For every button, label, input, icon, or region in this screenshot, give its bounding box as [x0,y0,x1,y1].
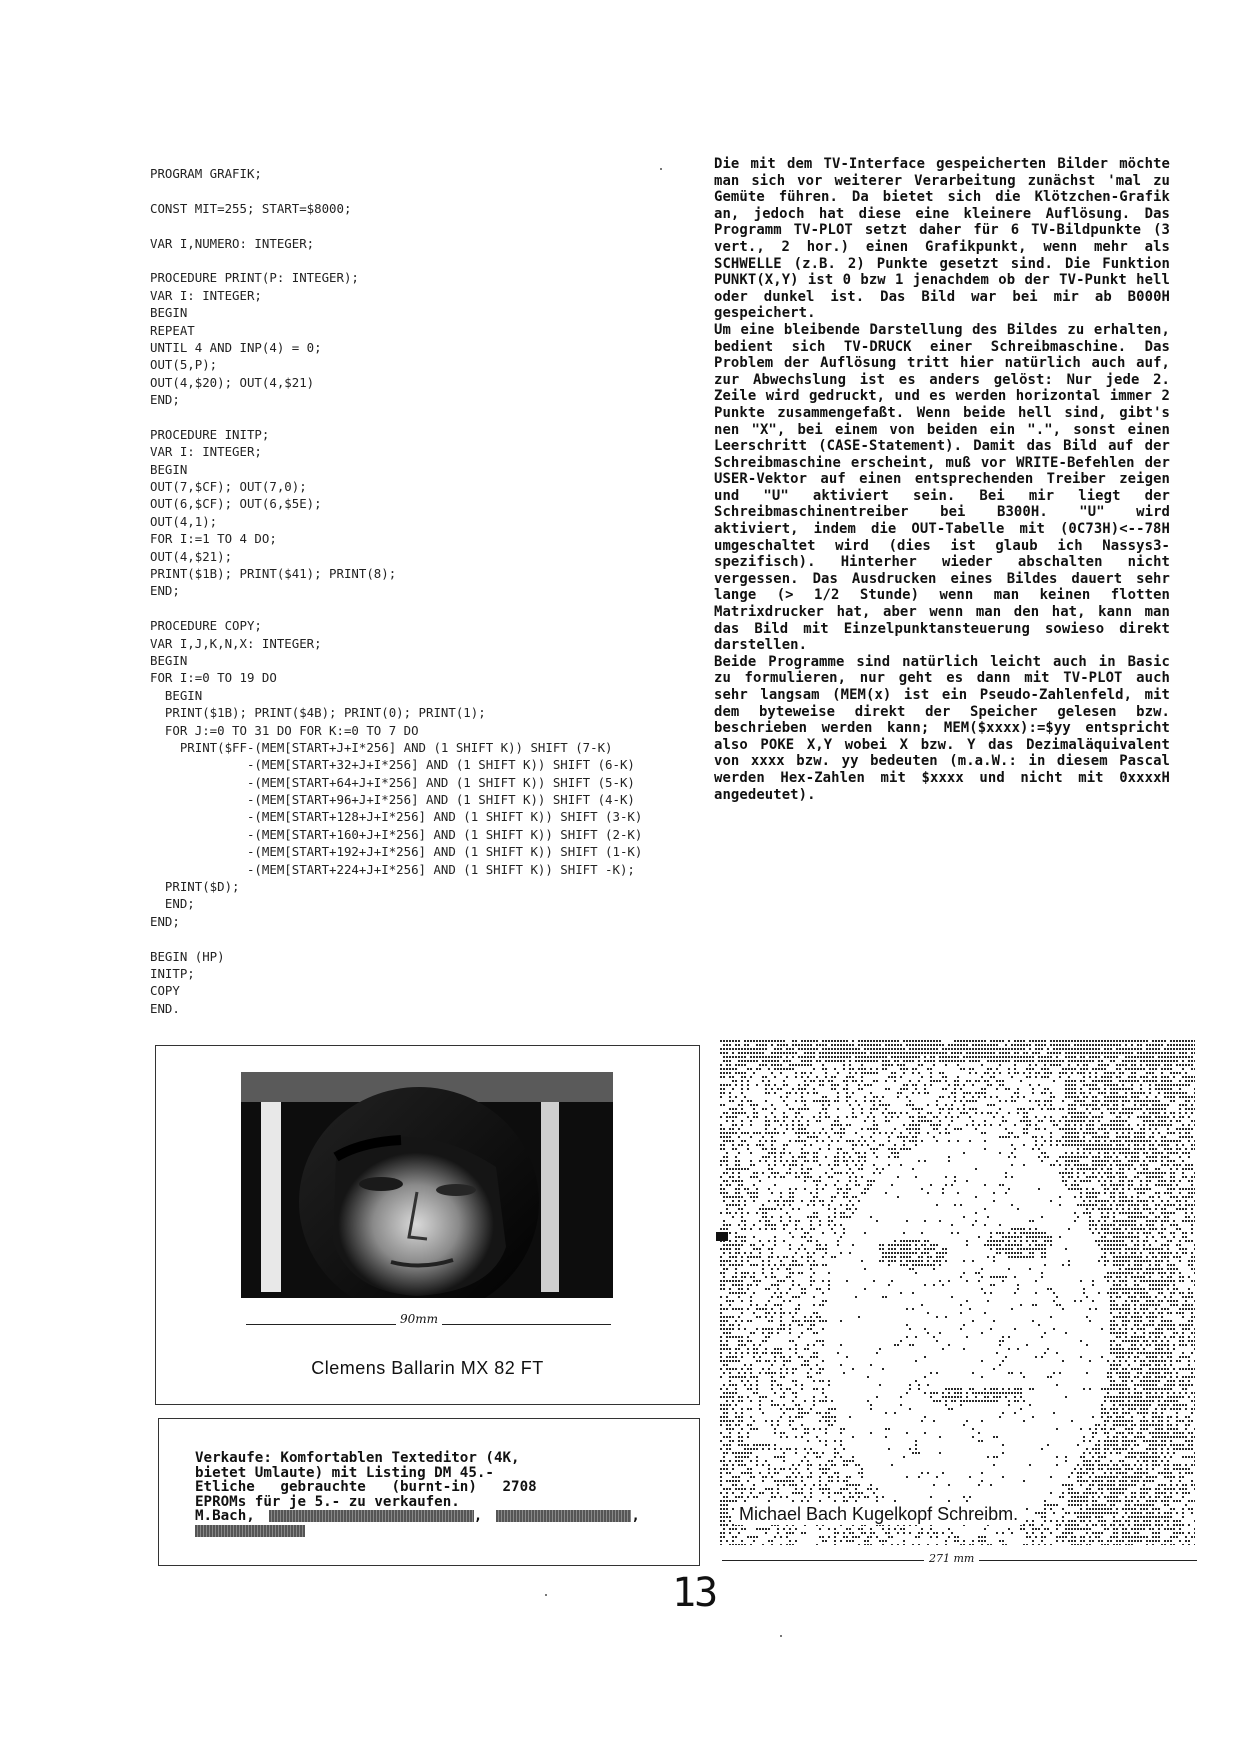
portrait-image [241,1072,613,1298]
code-line: -(MEM[START+128+J+I*256] AND (1 SHIFT K)) SHIFT (3-K) [150,809,643,825]
redacted-phone [496,1510,631,1522]
scan-speck [780,1635,782,1637]
redacted-address [269,1510,474,1522]
code-line: FOR J:=0 TO 31 DO FOR K:=0 TO 7 DO [150,722,419,738]
code-line: OUT(4,1); [150,513,218,529]
code-line [150,182,690,199]
code-line: BEGIN [150,305,188,321]
code-line: OUT(4,$20); OUT(4,$21) [150,374,315,390]
ad-line: Verkaufe: Komfortablen Texteditor (4K, [195,1450,520,1466]
ad-line: Etliche gebrauchte (burnt-in) 2708 [195,1479,537,1495]
code-line: BEGIN (HP) [150,948,225,964]
code-line: COPY [150,983,180,999]
ad-line: EPROMs für je 5.- zu verkaufen. [195,1493,460,1510]
scale-label: 271 mm [924,1552,979,1565]
scan-speck [660,168,662,170]
code-line: REPEAT [150,322,195,338]
classified-ad [158,1418,700,1566]
dimension-label: 90mm [396,1312,442,1326]
ascii-characters [720,1040,1195,1545]
code-line: OUT(6,$CF); OUT(6,$5E); [150,496,322,512]
redacted-city [195,1525,305,1537]
ad-text [195,1451,680,1538]
photo-caption: Clemens Ballarin MX 82 FT [311,1358,544,1378]
code-line [150,252,690,269]
ad-contact-line-2 [195,1524,680,1539]
print-marker [716,1232,728,1241]
code-line: BEGIN [150,461,188,477]
code-line: OUT(5,P); [150,357,218,373]
code-line: VAR I: INTEGER; [150,444,262,460]
typewriter-ascii-portrait [720,1040,1195,1545]
code-listing [150,165,690,1017]
portrait-photo [241,1072,613,1298]
code-line: PRINT($1B); PRINT($41); PRINT(8); [150,565,397,581]
code-line: BEGIN [150,687,203,703]
ascii-portrait-image [720,1040,1195,1545]
ad-contact-name: M.Bach, [195,1508,255,1524]
code-line: END; [150,583,180,599]
code-line: OUT(7,$CF); OUT(7,0); [150,479,307,495]
code-line: PROCEDURE INITP; [150,426,270,442]
code-line: -(MEM[START+224+J+I*256] AND (1 SHIFT K)) SHIFT -K); [150,861,635,877]
code-line: -(MEM[START+192+J+I*256] AND (1 SHIFT K)) SHIFT (1-K) [150,844,643,860]
ad-line: bietet Umlaute) mit Listing DM 45.- [195,1464,494,1481]
code-line: UNTIL 4 AND INP(4) = 0; [150,339,322,355]
code-line: PROGRAM GRAFIK; [150,166,262,181]
article-paragraph-3: Beide Programme sind natürlich leicht auch in Basic zu formulieren, nur geht es dann mit TV-PLOT auch sehr langsam (MEM(x) ist ein Pseudo-Zahlenfeld, mit dem byteweise direkt der Speicher gelesen bzw. beschrieben werden kann; MEM($xxxx):=$yy entspricht also POKE X,Y wobei X bzw. Y das Dezimaläquivalent von xxxx bzw. yy bedeuten (m.a.W.: in diesem Pascal werden Hex-Zahlen mit $xxxx und nicht mit 0xxxxH angedeutet). [714,653,1170,803]
code-line: END. [150,1000,180,1016]
code-line: PRINT($1B); PRINT($4B); PRINT(0); PRINT(1); [150,705,486,721]
page-number: 13 [672,1570,717,1616]
code-line: PROCEDURE PRINT(P: INTEGER); [150,270,359,286]
code-line: -(MEM[START+32+J+I*256] AND (1 SHIFT K)) SHIFT (6-K) [150,757,635,773]
code-line [150,217,690,234]
photo-figure [155,1045,700,1405]
code-line: INITP; [150,965,195,981]
code-line: PRINT($FF-(MEM[START+J+I*256] AND (1 SHIFT K)) SHIFT (7-K) [150,739,613,755]
code-line: END; [150,896,195,912]
code-line: FOR I:=1 TO 4 DO; [150,531,277,547]
code-line: VAR I,J,K,N,X: INTEGER; [150,635,322,651]
code-line: END; [150,392,180,408]
code-line: -(MEM[START+64+J+I*256] AND (1 SHIFT K)) SHIFT (5-K) [150,774,635,790]
ad-contact-line: M.Bach, , , [195,1508,640,1524]
code-line [150,930,690,947]
code-line: END; [150,913,180,929]
code-line: PROCEDURE COPY; [150,618,262,634]
code-line: CONST MIT=255; START=$8000; [150,200,352,216]
article-paragraph-2: Um eine bleibende Darstellung des Bildes zu erhalten, bedient sich TV-DRUCK einer Schreibmaschine. Das Problem der Auflösung tritt hier natürlich auch auf, zur Abwechslung ist es anders gelöst: Nur jede 2. Zeile wird gedruckt, und es werden horizontal immer 2 Punkte zusammengefaßt. Wenn beide hell sind, gibt's nen "X", bei einem von beiden ein ".", sonst einen Leerschritt (CASE-Statement). Damit das Bild auf der Schreibmaschine erscheint, muß vor WRITE-Befehlen der USER-Vektor auf einen entsprechenden Treiber zeigen und "U" aktiviert sein. Bei mir liegt der Schreibmaschinentreiber bei B300H. "U" wird aktiviert, indem die OUT-Tabelle mit (0C73H)<--78H umgeschaltet wird (dies ist glaub ich Nassys3-spezifisch). Hinterher wieder abschalten nicht vergessen. Das Ausdrucken eines Bildes dauert sehr lange (> 1/2 Stunde) wenn man keinen flotten Matrixdrucker hat, aber wenn man den hat, kann man das Bild mit Einzelpunktansteuerung sowieso direkt darstellen. [714,321,1170,654]
article-paragraph-1: Die mit dem TV-Interface gespeicherten Bilder möchte man sich vor weiterer Verarbeitung zunächst 'mal zu Gemüte führen. Da bietet sich die Klötzchen-Grafik an, jedoch hat diese eine kleinere Auflösung. Das Programm TV-PLOT setzt daher für 6 TV-Bildpunkte (3 vert., 2 hor.) einen Grafikpunkt, wenn mehr als SCHWELLE (z.B. 2) Punkte gesetzt sind. Die Funktion PUNKT(X,Y) ist 0 bzw 1 jenachdem ob der TV-Punkt hell oder dunkel ist. Das Bild war bei mir ab B000H gespeichert. [714,156,1170,322]
code-line: -(MEM[START+160+J+I*256] AND (1 SHIFT K)) SHIFT (2-K) [150,826,643,842]
article-text [714,156,1170,803]
code-line: -(MEM[START+96+J+I*256] AND (1 SHIFT K)) SHIFT (4-K) [150,792,635,808]
ascii-caption: Michael Bach Kugelkopf Schreibm. [735,1504,1022,1525]
code-line [150,408,690,425]
scan-speck [545,1594,547,1596]
code-line: OUT(4,$21); [150,548,233,564]
code-line: VAR I: INTEGER; [150,287,262,303]
code-line [150,600,690,617]
code-line: PRINT($D); [150,879,240,895]
code-line: FOR I:=0 TO 19 DO [150,670,277,686]
code-line: BEGIN [150,652,188,668]
code-line: VAR I,NUMERO: INTEGER; [150,235,315,251]
